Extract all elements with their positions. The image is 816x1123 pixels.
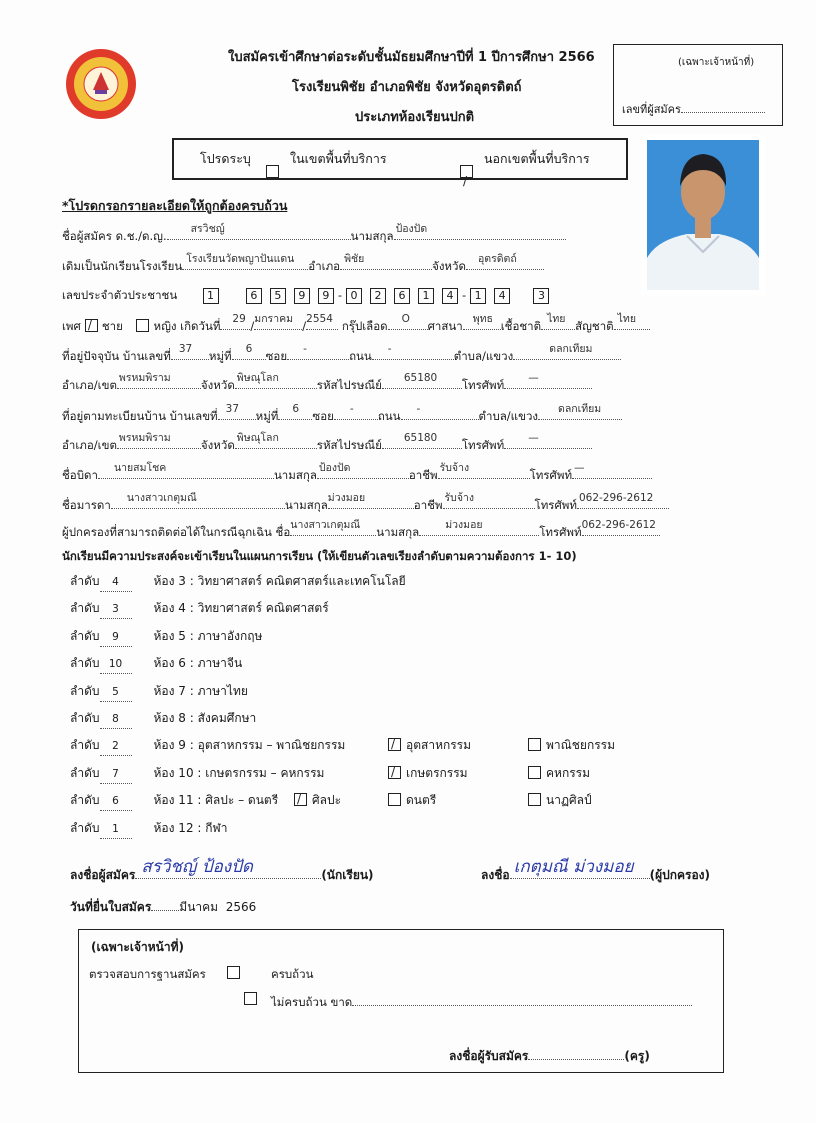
registered-moo-field[interactable]: 6 [278,406,312,420]
current-road-label: ถนน [349,349,372,363]
registered-soi-label: ซอย [312,409,334,423]
zone-selection-box [172,138,628,180]
program-option-label: คหกรรม [546,765,591,780]
female-label: หญิง [153,319,177,333]
program-room-label: ห้อง 3 : วิทยาศาสตร์ คณิตศาสตร์และเทคโนโลยี [153,574,406,588]
previous-school-label: เดิมเป็นนักเรียนโรงเรียน [62,259,183,273]
id-digit[interactable]: 1 [203,288,219,304]
id-digit[interactable]: 9 [318,288,334,304]
registered-house-no-field[interactable]: 37 [218,406,256,420]
complete-checkbox[interactable] [227,966,240,979]
dob-day-field[interactable]: 29 [220,316,250,330]
father-surname-field[interactable]: ป้องปัด [317,465,409,479]
program-row [70,819,227,837]
program-rank-field[interactable]: 10 [100,655,132,674]
program-option-checkbox[interactable] [388,738,401,751]
program-option [294,791,341,809]
registered-phone-field[interactable]: — [504,435,592,449]
current-address-row-2 [62,372,592,393]
registered-address-row-2 [62,432,592,453]
missing-items-field[interactable] [352,992,692,1006]
program-option-label: พาณิชยกรรม [546,738,616,753]
out-zone-label: นอกเขตพื้นที่บริการ [484,151,590,166]
registered-subdistrict-field[interactable]: ดลกเทียม [538,406,622,420]
registered-district-label: อำเภอ/เขต [62,438,117,452]
registered-district-field[interactable]: พรหมพิราม [117,435,201,449]
applicant-role: (นักเรียน) [321,868,374,882]
registered-subdistrict-label: ตำบล/แขวง [478,409,539,423]
registered-soi-field[interactable]: - [334,406,378,420]
applicant-surname-field[interactable]: ป้องปัด [394,226,566,240]
applicant-name-row [62,223,566,244]
program-option [388,736,471,754]
in-zone-label: ในเขตพื้นที่บริการ [290,151,387,166]
registered-province-field[interactable]: พิษณุโลก [235,435,317,449]
program-row [70,654,242,672]
father-job-field[interactable]: รับจ้าง [438,465,530,479]
program-option-checkbox[interactable] [388,766,401,779]
program-rank-label: ลำดับ [70,601,100,616]
current-address-label: ที่อยู่ปัจจุบัน บ้านเลขที่ [62,349,171,363]
incomplete-checkbox[interactable] [244,992,257,1005]
program-rank-field[interactable]: 3 [100,600,132,619]
guardian-signature-label: ลงชื่อ [481,868,510,882]
current-phone-field[interactable]: — [504,375,592,389]
mother-row [62,492,669,513]
program-row [70,572,406,590]
submission-date-row [70,897,256,917]
mother-phone-label: โทรศัพท์ [534,498,577,512]
program-option-checkbox[interactable] [388,793,401,806]
program-option-label: อุตสาหกรรม [406,738,472,753]
registered-address-label: ที่อยู่ตามทะเบียนบ้าน บ้านเลขที่ [62,409,218,423]
program-room-label: ห้อง 4 : วิทยาศาสตร์ คณิตศาสตร์ [153,601,329,616]
registered-moo-label: หมู่ที่ [255,409,279,423]
official-review-box [78,929,724,1073]
male-checkbox[interactable] [85,319,98,332]
classroom-type: ประเภทห้องเรียนปกติ [355,110,475,125]
father-label: ชื่อบิดา [62,468,98,482]
program-rank-field[interactable]: 5 [100,683,132,702]
mother-label: ชื่อมารดา [62,498,111,512]
current-soi-field[interactable]: - [287,346,349,360]
father-row [62,462,652,483]
program-row [70,599,329,617]
dob-label: เกิดวันที่ [180,319,221,333]
program-rank-label: ลำดับ [70,628,100,643]
previous-province-label: จังหวัด [432,259,466,273]
id-digit[interactable]: 0 [346,288,362,304]
program-room-label: ห้อง 5 : ภาษาอังกฤษ [153,628,263,643]
program-rank-field[interactable]: 2 [100,737,132,756]
program-option-label: เกษตรกรรม [406,765,468,780]
programs-heading: นักเรียนมีความประสงค์จะเข้าเรียนในแผนการเรียน (ให้เขียนตัวเลขเรียงลำดับตามความต้องการ 1- 10) [62,549,577,563]
registered-road-label: ถนน [377,409,401,423]
guardian-role: (ผู้ปกครอง) [649,868,710,882]
father-name-field[interactable]: นายสมโชค [98,465,274,479]
mother-phone-field[interactable]: 062-296-2612 [577,495,669,509]
current-province-label: จังหวัด [200,378,235,392]
document-check-label: ตรวจสอบการฐานสมัคร [89,967,206,981]
program-option-label: ดนตรี [406,793,437,808]
out-zone-checkbox[interactable] [456,153,477,191]
program-room-label: ห้อง 11 : ศิลปะ – ดนตรี [153,793,279,808]
guardian-signature-field[interactable]: เกตุมณี ม่วงมอย [510,864,650,879]
id-digit[interactable]: 4 [442,288,458,304]
father-job-label: อาชีพ [408,468,438,482]
previous-school-row [62,253,544,274]
guardian-phone-label: โทรศัพท์ [539,525,582,539]
applicant-surname-label: นามสกุล [350,229,394,243]
id-digit[interactable]: 2 [370,288,386,304]
program-rank-field[interactable]: 7 [100,765,132,784]
applicant-first-name-field[interactable]: สรวิชญ์ [167,226,351,240]
applicant-signature-row [70,857,374,885]
personal-info-row: เพศ/ ชาย หญิง เกิดวันที่ 29 / มกราคม / 2554 กรุ๊ปเลือด O ศาสนา พุทธ เชื้อชาติ ไทย สัญชาติ ไทย [62,316,650,334]
incomplete-label: ไม่ครบถ้วน ขาด [271,995,353,1009]
id-digit[interactable]: 5 [270,288,286,304]
registered-phone-label: โทรศัพท์ [461,438,505,452]
religion-label: ศาสนา [427,319,463,333]
program-option [528,791,592,809]
program-row [70,627,262,645]
guardian-surname-field[interactable]: ม่วงมอย [419,522,539,536]
current-house-no-field[interactable]: 37 [171,346,209,360]
registered-postal-label: รหัสไปรษณีย์ [316,438,382,452]
religion-field[interactable]: พุทธ [463,316,501,330]
nationality-field[interactable]: ไทย [614,316,650,330]
current-moo-label: หมู่ที่ [208,349,232,363]
program-rank-field[interactable]: 1 [100,820,132,839]
current-district-field[interactable]: พรหมพิราม [117,375,201,389]
program-rank-field[interactable]: 4 [100,573,132,592]
mother-surname-label: นามสกุล [284,498,328,512]
program-rank-label: ลำดับ [70,765,100,780]
official-review-title: (เฉพาะเจ้าหน้าที่) [91,940,184,954]
program-rank-label: ลำดับ [70,820,100,835]
father-phone-label: โทรศัพท์ [529,468,573,482]
mother-name-field[interactable]: นางสาวเกตุมณี [111,495,285,509]
student-photo [641,135,765,295]
program-room-label: ห้อง 10 : เกษตรกรรม – คหกรรม [153,765,325,780]
program-room-label: ห้อง 8 : สังคมศึกษา [153,711,257,725]
official-box [613,44,783,126]
program-room-label: ห้อง 9 : อุตสาหกรรม – พาณิชยกรรม [153,738,346,753]
id-digit[interactable]: 6 [394,288,410,304]
program-row [70,682,248,700]
program-room-label: ห้อง 7 : ภาษาไทย [153,683,248,698]
blood-type-label: กรุ๊ปเลือด [341,319,388,333]
school-seal-logo [65,48,137,120]
guardian-row [62,519,660,540]
guardian-name-field[interactable]: นางสาวเกตุมณี [290,522,376,536]
ethnicity-label: เชื้อชาติ [500,319,542,333]
guardian-phone-field[interactable]: 062-296-2612 [582,522,660,536]
receiver-signature-field[interactable] [528,1046,624,1060]
previous-district-label: อำเภอ [308,259,341,273]
id-digit[interactable]: 4 [494,288,510,304]
current-province-field[interactable]: พิษณุโลก [235,375,317,389]
program-rank-label: ลำดับ [70,711,100,725]
program-option [528,764,590,782]
official-box-title: (เฉพาะเจ้าหน้าที่) [678,57,755,68]
form-title: ใบสมัครเข้าศึกษาต่อระดับชั้นมัธยมศึกษาปีที่ 1 ปีการศึกษา 2566 [228,50,595,65]
current-address-row [62,343,621,364]
submission-date-field[interactable] [151,897,179,911]
previous-school-field[interactable]: โรงเรียนวัดพญาปันแดน [182,256,308,270]
nationality-label: สัญชาติ [575,319,614,333]
program-room-label: ห้อง 6 : ภาษาจีน [153,656,243,671]
current-road-field[interactable]: - [372,346,454,360]
previous-province-field[interactable]: อุตรดิตถ์ [466,256,544,270]
national-id-label: เลขประจำตัวประชาชน [62,288,178,302]
program-option [528,736,615,754]
current-soi-label: ซอย [265,349,288,363]
program-option [388,764,468,782]
receiver-signature-row [449,1046,650,1066]
complete-label: ครบถ้วน [271,967,314,981]
program-rank-label: ลำดับ [70,656,100,671]
mother-surname-field[interactable]: ม่วงมอย [328,495,414,509]
male-label: ชาย [101,319,123,333]
instruction-heading: *โปรดกรอกรายละเอียดให้ถูกต้องครบถ้วน [62,198,288,213]
dob-year-field[interactable]: 2554 [306,316,338,330]
school-name: โรงเรียนพิชัย อำเภอพิชัย จังหวัดอุตรดิตถ์ [292,80,522,95]
id-digit[interactable]: 3 [533,288,549,304]
current-phone-label: โทรศัพท์ [461,378,505,392]
id-digit[interactable]: 9 [294,288,310,304]
registered-address-row [62,403,622,424]
applicant-number-row [622,99,765,118]
program-rank-label: ลำดับ [70,683,100,698]
program-option-label: นาฏศิลป์ [546,793,592,808]
id-digit[interactable]: 1 [470,288,486,304]
sex-label: เพศ [62,319,81,333]
applicant-number-field[interactable] [681,99,765,113]
receiver-role: (ครู) [624,1049,650,1063]
program-option-label: ศิลปะ [312,793,342,808]
registered-postal-field[interactable]: 65180 [382,435,462,449]
id-digit[interactable]: 6 [246,288,262,304]
applicant-signature-field[interactable]: สรวิชญ์ ป้องปัด [135,864,321,879]
father-surname-label: นามสกุล [273,468,317,482]
current-postal-field[interactable]: 65180 [382,375,462,389]
guardian-label: ผู้ปกครองที่สามารถติดต่อได้ในกรณีฉุกเฉิน ชื่อ [62,525,291,539]
guardian-surname-label: นามสกุล [376,525,420,539]
program-rank-label: ลำดับ [70,574,100,588]
zone-prefix: โปรดระบุ [200,151,251,166]
previous-district-field[interactable]: พิชัย [340,256,432,270]
applicant-number-label: เลขที่ผู้สมัคร [622,103,681,116]
current-subdistrict-label: ตำบล/แขวง [453,349,514,363]
father-phone-field[interactable]: — [572,465,652,479]
receiver-signature-label: ลงชื่อผู้รับสมัคร [449,1049,529,1063]
in-zone-checkbox[interactable] [262,153,283,191]
program-option-checkbox[interactable] [294,793,307,806]
program-option [388,791,436,809]
program-row [70,736,345,754]
current-subdistrict-field[interactable]: ดลกเทียม [513,346,621,360]
program-option-checkbox[interactable] [528,738,541,751]
incomplete-row [271,992,692,1012]
blood-type-field[interactable]: O [388,316,428,330]
current-moo-field[interactable]: 6 [232,346,266,360]
program-rank-field[interactable]: 8 [100,710,132,729]
applicant-signature-label: ลงชื่อผู้สมัคร [70,868,136,882]
guardian-signature-row [481,857,710,885]
mother-job-label: อาชีพ [413,498,443,512]
program-room-label: ห้อง 12 : กีฬา [153,820,228,835]
id-digit[interactable]: 1 [418,288,434,304]
submission-month: มีนาคม [179,900,219,914]
registered-province-label: จังหวัด [200,438,235,452]
program-row [70,791,278,809]
registered-road-field[interactable]: - [401,406,479,420]
ethnicity-field[interactable]: ไทย [541,316,575,330]
submission-date-label: วันที่ยื่นใบสมัคร [70,900,152,914]
program-rank-field[interactable]: 9 [100,628,132,647]
applicant-name-label: ชื่อผู้สมัคร ด.ช./ด.ญ. [62,229,167,243]
program-option-checkbox[interactable] [528,793,541,806]
program-rank-label: ลำดับ [70,793,100,808]
program-row [70,764,324,782]
program-rank-field[interactable]: 6 [100,792,132,811]
current-district-label: อำเภอ/เขต [62,378,117,392]
program-option-checkbox[interactable] [528,766,541,779]
current-postal-label: รหัสไปรษณีย์ [316,378,382,392]
dob-month-field[interactable]: มกราคม [254,316,302,330]
program-row [70,709,256,727]
mother-job-field[interactable]: รับจ้าง [443,495,535,509]
program-rank-label: ลำดับ [70,738,100,753]
female-checkbox[interactable] [136,319,149,332]
national-id-row: เลขประจำตัวประชาชน 1 6 5 9 9 - 0 2 6 1 4 - 1 4 3 [62,285,553,305]
submission-year: 2566 [225,900,257,914]
